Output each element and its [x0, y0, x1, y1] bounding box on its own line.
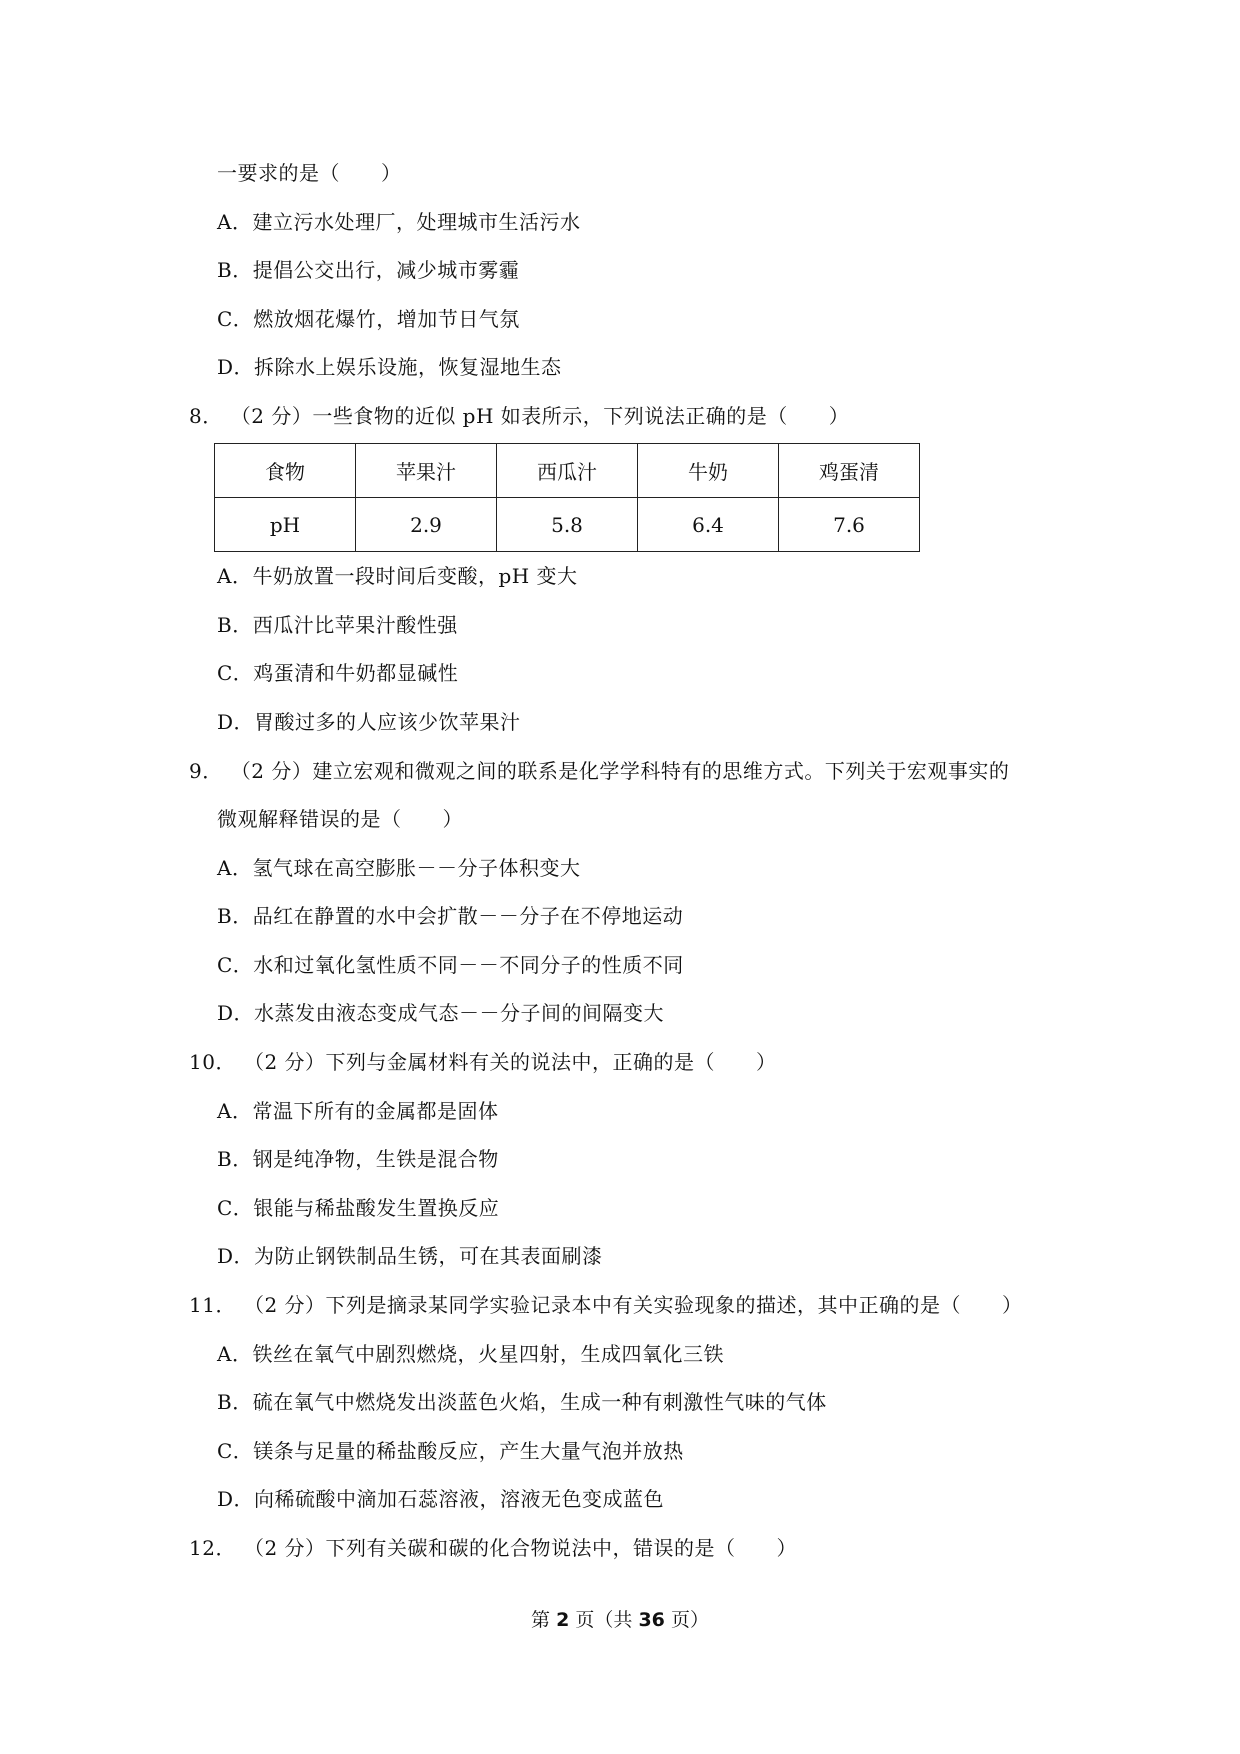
question-9-option-c: C．水和过氧化氢性质不同－－不同分子的性质不同: [217, 953, 684, 977]
question-8-option-c: C．鸡蛋清和牛奶都显碱性: [217, 661, 459, 685]
question-8-option-d: D．胃酸过多的人应该少饮苹果汁: [217, 710, 521, 734]
question-7-option-a: A．建立污水处理厂，处理城市生活污水: [217, 210, 581, 234]
table-cell: 鸡蛋清: [779, 444, 920, 498]
question-9-stem-line-2: 微观解释错误的是（ ）: [217, 807, 463, 831]
ph-table-header-row: [215, 444, 920, 498]
question-7-option-b: B．提倡公交出行，减少城市雾霾: [217, 258, 520, 282]
question-text: 建立宏观和微观之间的联系是化学学科特有的思维方式。下列关于宏观事实的: [312, 759, 1010, 783]
table-cell: 西瓜汁: [497, 444, 638, 498]
footer-total-pages: 36: [638, 1609, 665, 1631]
table-cell: 苹果汁: [356, 444, 497, 498]
question-9-option-a: A．氢气球在高空膨胀－－分子体积变大: [217, 856, 581, 880]
question-11-option-a: A．铁丝在氧气中剧烈燃烧，火星四射，生成四氧化三铁: [217, 1342, 724, 1366]
question-number: 11．: [189, 1293, 236, 1317]
question-11-option-b: B．硫在氧气中燃烧发出淡蓝色火焰，生成一种有刺激性气味的气体: [217, 1390, 827, 1414]
question-score: （2 分）: [230, 404, 313, 428]
question-9-option-b: B．品红在静置的水中会扩散－－分子在不停地运动: [217, 904, 684, 928]
question-number: 8．: [189, 404, 223, 428]
question-number: 9．: [189, 759, 223, 783]
table-cell: pH: [215, 498, 356, 552]
question-text: 下列与金属材料有关的说法中，正确的是（ ）: [325, 1050, 777, 1074]
question-score: （2 分）: [243, 1536, 326, 1560]
question-10-option-b: B．钢是纯净物，生铁是混合物: [217, 1147, 499, 1171]
question-11-stem: [189, 1291, 1023, 1319]
question-number: 10．: [189, 1050, 236, 1074]
question-7-option-d: D．拆除水上娱乐设施，恢复湿地生态: [217, 355, 562, 379]
question-text: 下列是摘录某同学实验记录本中有关实验现象的描述，其中正确的是（ ）: [325, 1293, 1023, 1317]
question-7-option-c: C．燃放烟花爆竹，增加节日气氛: [217, 307, 520, 331]
page-footer: [0, 1607, 1240, 1633]
question-10-stem: [189, 1048, 777, 1076]
question-9-stem: [189, 757, 1009, 785]
question-number: 12．: [189, 1536, 236, 1560]
ph-table: [214, 443, 920, 552]
question-10-option-a: A．常温下所有的金属都是固体: [217, 1099, 499, 1123]
question-9-option-d: D．水蒸发由液态变成气态－－分子间的间隔变大: [217, 1001, 665, 1025]
question-10-option-c: C．银能与稀盐酸发生置换反应: [217, 1196, 500, 1220]
footer-prefix: 第: [531, 1609, 551, 1631]
question-8-stem: [189, 402, 849, 430]
question-text: 下列有关碳和碳的化合物说法中，错误的是（ ）: [325, 1536, 798, 1560]
table-cell: 2.9: [356, 498, 497, 552]
footer-middle: 页（共: [575, 1609, 633, 1631]
table-cell: 6.4: [638, 498, 779, 552]
question-11-option-d: D．向稀硫酸中滴加石蕊溶液，溶液无色变成蓝色: [217, 1487, 665, 1511]
table-cell: 食物: [215, 444, 356, 498]
table-cell: 7.6: [779, 498, 920, 552]
question-score: （2 分）: [230, 759, 313, 783]
question-score: （2 分）: [243, 1293, 326, 1317]
question-10-option-d: D．为防止钢铁制品生锈，可在其表面刷漆: [217, 1244, 603, 1268]
question-score: （2 分）: [243, 1050, 326, 1074]
question-11-option-c: C．镁条与足量的稀盐酸反应，产生大量气泡并放热: [217, 1439, 684, 1463]
question-8-option-a: A．牛奶放置一段时间后变酸，pH 变大: [217, 564, 578, 588]
footer-suffix: 页）: [670, 1609, 709, 1631]
table-cell: 牛奶: [638, 444, 779, 498]
question-8-option-b: B．西瓜汁比苹果汁酸性强: [217, 613, 458, 637]
footer-page-number: 2: [556, 1609, 570, 1631]
question-7-continuation: 一要求的是（ ）: [217, 161, 402, 185]
ph-table-value-row: [215, 498, 920, 552]
question-text: 一些食物的近似 pH 如表所示，下列说法正确的是（ ）: [312, 404, 850, 428]
question-12-stem: [189, 1534, 797, 1562]
table-cell: 5.8: [497, 498, 638, 552]
